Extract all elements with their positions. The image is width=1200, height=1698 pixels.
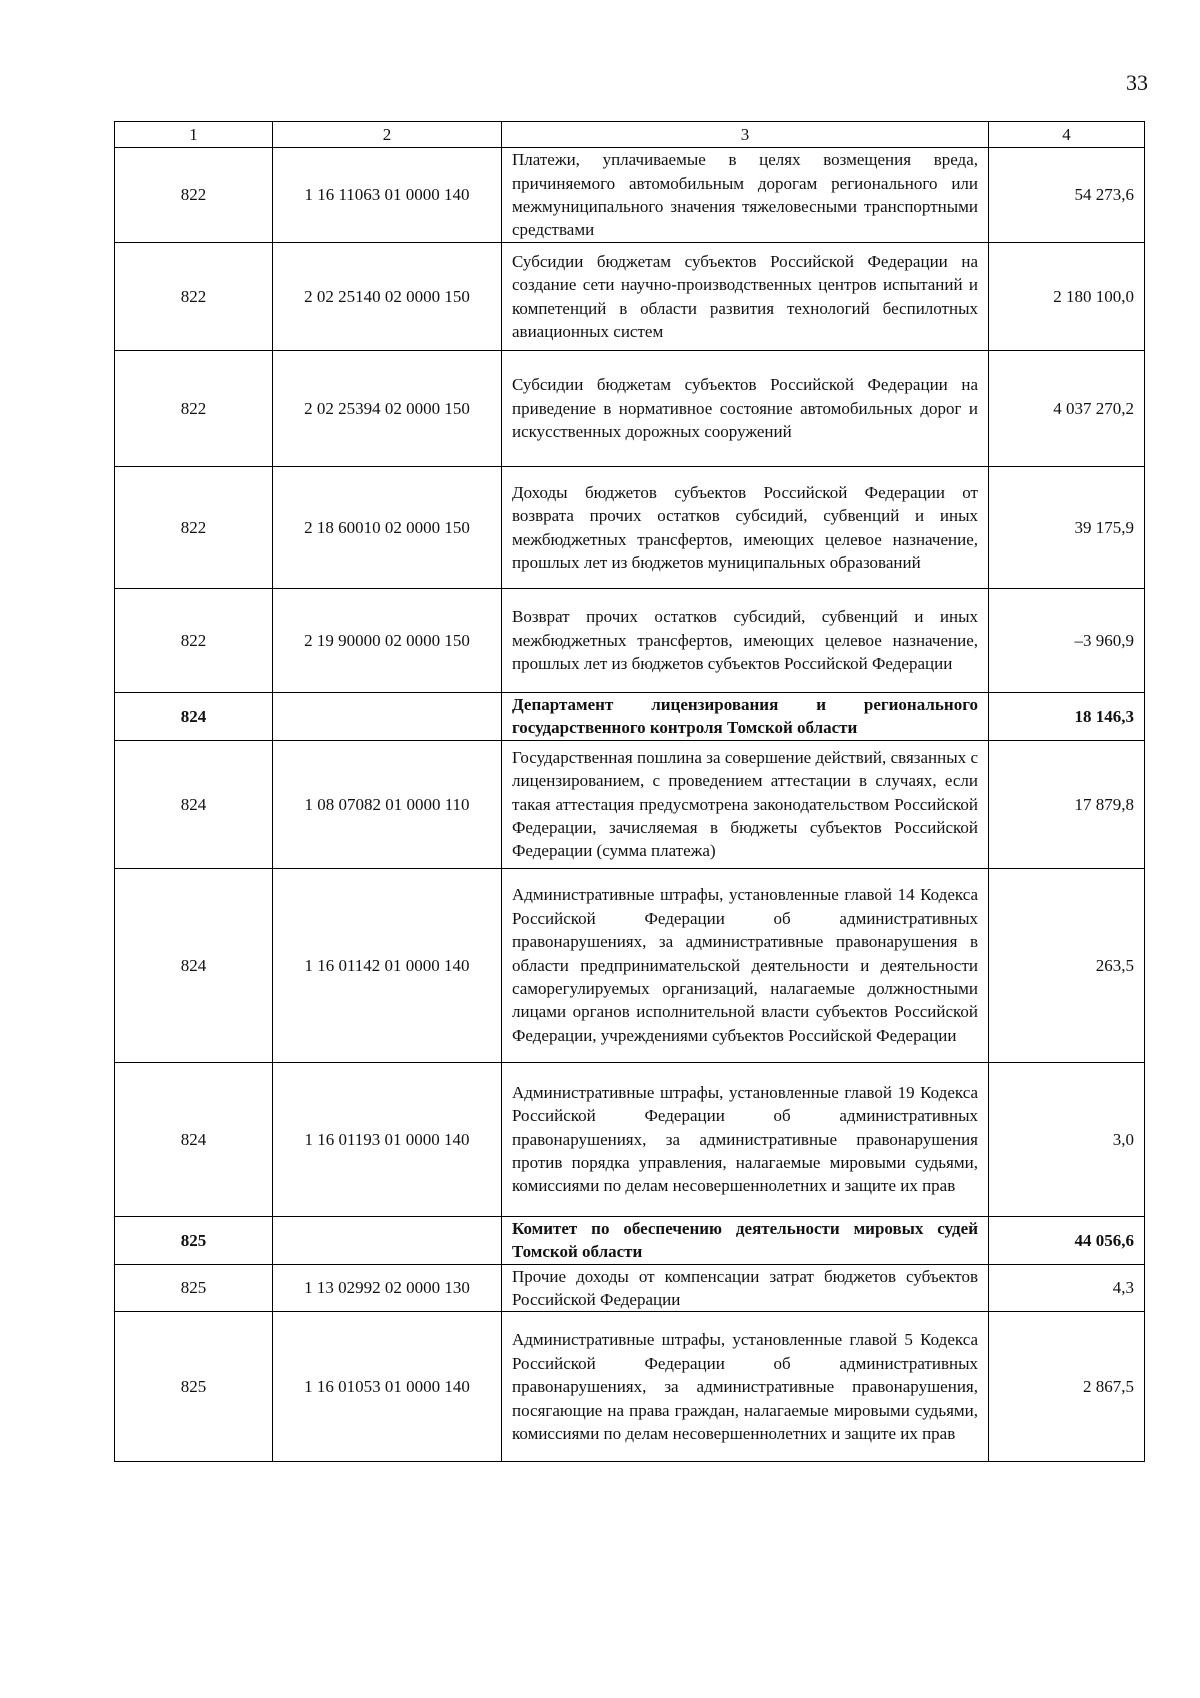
row-description-cell: Административные штрафы, установленные главой 19 Кодекса Российской Федерации об административных правонарушениях, за административные правонарушения против порядка управления, налагаемые мировыми судьями, комиссиями по делам несовершеннолетних и защите их прав <box>502 1062 989 1216</box>
row-kbk-cell: 1 16 11063 01 0000 140 <box>273 148 502 243</box>
row-code-cell: 822 <box>115 351 273 467</box>
row-description-cell: Субсидии бюджетам субъектов Российской Федерации на создание сети научно-производственных центров испытаний и компетенций в области развития технологий беспилотных авиационных систем <box>502 243 989 351</box>
row-kbk-cell <box>273 1216 502 1264</box>
table-section-row <box>115 693 1145 741</box>
row-amount-cell: 44 056,6 <box>989 1216 1145 1264</box>
row-code-cell: 824 <box>115 693 273 741</box>
row-amount-cell: –3 960,9 <box>989 589 1145 693</box>
row-code-cell: 824 <box>115 1062 273 1216</box>
row-kbk-cell: 1 16 01142 01 0000 140 <box>273 868 502 1062</box>
row-amount-cell: 4 037 270,2 <box>989 351 1145 467</box>
row-description-cell: Комитет по обеспечению деятельности мировых судей Томской области <box>502 1216 989 1264</box>
row-code-cell: 825 <box>115 1312 273 1462</box>
row-kbk-cell: 1 16 01053 01 0000 140 <box>273 1312 502 1462</box>
revenue-table <box>114 121 1145 1462</box>
row-amount-cell: 39 175,9 <box>989 467 1145 589</box>
row-amount-cell: 4,3 <box>989 1264 1145 1312</box>
row-code-cell: 824 <box>115 868 273 1062</box>
row-description-cell: Департамент лицензирования и регионального государственного контроля Томской области <box>502 693 989 741</box>
row-kbk-cell: 1 08 07082 01 0000 110 <box>273 740 502 868</box>
row-description-cell: Административные штрафы, установленные главой 5 Кодекса Российской Федерации об административных правонарушениях, за административные правонарушения, посягающие на права граждан, налагаемые мировыми судьями, комиссиями по делам несовершеннолетних и защите их прав <box>502 1312 989 1462</box>
row-code-cell: 824 <box>115 740 273 868</box>
table-row <box>115 1312 1145 1462</box>
row-amount-cell: 54 273,6 <box>989 148 1145 243</box>
table-row <box>115 467 1145 589</box>
row-description-cell: Платежи, уплачиваемые в целях возмещения вреда, причиняемого автомобильным дорогам регионального или межмуниципального значения тяжеловесными транспортными средствами <box>502 148 989 243</box>
table-row <box>115 1062 1145 1216</box>
row-amount-cell: 2 180 100,0 <box>989 243 1145 351</box>
row-amount-cell: 18 146,3 <box>989 693 1145 741</box>
row-description-cell: Государственная пошлина за совершение действий, связанных с лицензированием, с проведением аттестации в случаях, если такая аттестация предусмотрена законодательством Российской Федерации, зачисляемая в бюджеты субъектов Российской Федерации (сумма платежа) <box>502 740 989 868</box>
table-section-row <box>115 1216 1145 1264</box>
row-code-cell: 822 <box>115 148 273 243</box>
row-description-cell: Субсидии бюджетам субъектов Российской Федерации на приведение в нормативное состояние автомобильных дорог и искусственных дорожных сооружений <box>502 351 989 467</box>
page-number: 33 <box>1126 70 1148 95</box>
table-row <box>115 351 1145 467</box>
row-code-cell: 825 <box>115 1264 273 1312</box>
row-code-cell: 825 <box>115 1216 273 1264</box>
table-row <box>115 148 1145 243</box>
row-amount-cell: 2 867,5 <box>989 1312 1145 1462</box>
row-description-cell: Прочие доходы от компенсации затрат бюджетов субъектов Российской Федерации <box>502 1264 989 1312</box>
column-header-4: 4 <box>989 122 1145 148</box>
row-amount-cell: 263,5 <box>989 868 1145 1062</box>
table-row <box>115 243 1145 351</box>
column-header-1: 1 <box>115 122 273 148</box>
row-kbk-cell: 2 18 60010 02 0000 150 <box>273 467 502 589</box>
row-kbk-cell: 1 13 02992 02 0000 130 <box>273 1264 502 1312</box>
column-header-3: 3 <box>502 122 989 148</box>
row-kbk-cell: 2 02 25140 02 0000 150 <box>273 243 502 351</box>
row-amount-cell: 17 879,8 <box>989 740 1145 868</box>
row-kbk-cell: 2 02 25394 02 0000 150 <box>273 351 502 467</box>
table-row <box>115 740 1145 868</box>
row-code-cell: 822 <box>115 243 273 351</box>
row-code-cell: 822 <box>115 589 273 693</box>
table-row <box>115 1264 1145 1312</box>
table-header-row <box>115 122 1145 148</box>
row-description-cell: Возврат прочих остатков субсидий, субвенций и иных межбюджетных трансфертов, имеющих целевое назначение, прошлых лет из бюджетов субъектов Российской Федерации <box>502 589 989 693</box>
row-amount-cell: 3,0 <box>989 1062 1145 1216</box>
row-kbk-cell <box>273 693 502 741</box>
table-row <box>115 589 1145 693</box>
table-row <box>115 868 1145 1062</box>
row-code-cell: 822 <box>115 467 273 589</box>
column-header-2: 2 <box>273 122 502 148</box>
row-kbk-cell: 1 16 01193 01 0000 140 <box>273 1062 502 1216</box>
row-description-cell: Административные штрафы, установленные главой 14 Кодекса Российской Федерации об административных правонарушениях, за административные правонарушения в области предпринимательской деятельности и деятельности саморегулируемых организаций, налагаемые должностными лицами органов исполнительной власти субъектов Российской Федерации, учреждениями субъектов Российской Федерации <box>502 868 989 1062</box>
row-description-cell: Доходы бюджетов субъектов Российской Федерации от возврата прочих остатков субсидий, субвенций и иных межбюджетных трансфертов, имеющих целевое назначение, прошлых лет из бюджетов муниципальных образований <box>502 467 989 589</box>
row-kbk-cell: 2 19 90000 02 0000 150 <box>273 589 502 693</box>
